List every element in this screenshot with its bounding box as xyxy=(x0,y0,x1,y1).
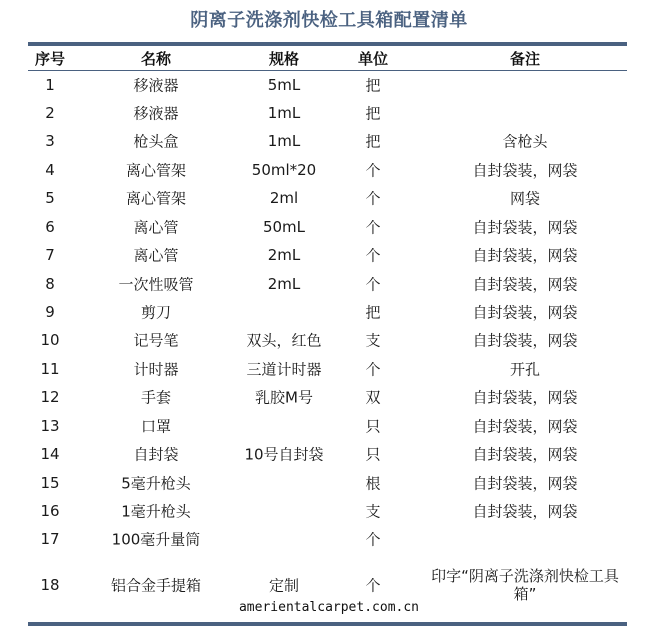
cell-unit: 个 xyxy=(365,218,381,237)
cell-no: 5 xyxy=(45,189,55,207)
table-bottom-border xyxy=(28,622,627,626)
column-header-spec: 规格 xyxy=(268,50,300,68)
cell-name: 手套 xyxy=(140,388,172,407)
table-row xyxy=(0,270,658,298)
table-row xyxy=(0,156,658,184)
cell-spec: 2mL xyxy=(267,275,301,293)
cell-name: 一次性吸管 xyxy=(118,275,194,294)
cell-no: 10 xyxy=(40,331,60,349)
cell-note: 自封袋装，网袋 xyxy=(472,388,578,407)
cell-name: 离心管 xyxy=(133,246,179,265)
cell-no: 12 xyxy=(40,388,60,406)
cell-unit: 把 xyxy=(365,76,381,95)
page-title: 阴离子洗涤剂快检工具箱配置清单 xyxy=(190,10,468,31)
cell-name: 离心管 xyxy=(133,218,179,237)
cell-note: 自封袋装，网袋 xyxy=(472,303,578,322)
cell-spec: 1mL xyxy=(267,104,301,122)
cell-spec: 50ml*20 xyxy=(251,161,317,179)
cell-no: 18 xyxy=(40,576,60,594)
cell-note: 开孔 xyxy=(509,360,541,379)
table-row xyxy=(0,213,658,241)
cell-no: 7 xyxy=(45,246,55,264)
cell-unit: 双 xyxy=(365,388,381,407)
cell-note: 自封袋装，网袋 xyxy=(472,331,578,350)
cell-note: 自封袋装，网袋 xyxy=(472,474,578,493)
cell-no: 6 xyxy=(45,218,55,236)
column-header-unit: 单位 xyxy=(357,50,389,68)
cell-spec: 2ml xyxy=(269,189,299,207)
cell-name: 移液器 xyxy=(133,104,179,123)
table-row xyxy=(0,355,658,383)
cell-name: 计时器 xyxy=(133,360,179,379)
cell-no: 4 xyxy=(45,161,55,179)
cell-spec: 定制 xyxy=(268,576,300,595)
cell-note: 自封袋装，网袋 xyxy=(472,445,578,464)
cell-unit: 把 xyxy=(365,132,381,151)
cell-no: 13 xyxy=(40,417,60,435)
table-row xyxy=(0,71,658,99)
cell-name: 记号笔 xyxy=(133,331,179,350)
cell-spec: 5mL xyxy=(267,76,301,94)
cell-unit: 个 xyxy=(365,360,381,379)
cell-no: 9 xyxy=(45,303,55,321)
cell-name: 铝合金手提箱 xyxy=(110,576,202,595)
cell-unit: 个 xyxy=(365,275,381,294)
cell-unit: 个 xyxy=(365,246,381,265)
cell-name: 自封袋 xyxy=(133,445,179,464)
cell-spec: 1mL xyxy=(267,132,301,150)
table-header xyxy=(28,46,627,70)
cell-unit: 个 xyxy=(365,576,381,595)
cell-note: 自封袋装，网袋 xyxy=(472,275,578,294)
table-row xyxy=(0,383,658,411)
cell-name: 口罩 xyxy=(140,417,172,436)
table-row xyxy=(0,127,658,155)
table-row xyxy=(0,497,658,525)
cell-note: 自封袋装，网袋 xyxy=(472,161,578,180)
cell-spec: 双头，红色 xyxy=(246,331,322,350)
cell-no: 15 xyxy=(40,474,60,492)
cell-note: 自封袋装，网袋 xyxy=(472,502,578,521)
column-header-note: 备注 xyxy=(509,50,541,68)
cell-no: 8 xyxy=(45,275,55,293)
cell-no: 1 xyxy=(45,76,55,94)
column-header-name: 名称 xyxy=(140,50,172,68)
cell-unit: 个 xyxy=(365,189,381,208)
watermark: amerientalcarpet.com.cn xyxy=(238,600,419,615)
table-row xyxy=(0,184,658,212)
cell-note: 含枪头 xyxy=(502,132,548,151)
cell-unit: 支 xyxy=(365,331,381,350)
cell-name: 5毫升枪头 xyxy=(121,474,191,493)
cell-spec: 10号自封袋 xyxy=(244,445,324,464)
cell-no: 3 xyxy=(45,132,55,150)
table-row xyxy=(0,440,658,468)
cell-name: 离心管架 xyxy=(125,189,187,208)
cell-no: 2 xyxy=(45,104,55,122)
cell-spec: 2mL xyxy=(267,246,301,264)
cell-note: 网袋 xyxy=(509,189,541,208)
cell-name: 移液器 xyxy=(133,76,179,95)
cell-no: 17 xyxy=(40,530,60,548)
cell-note: 自封袋装，网袋 xyxy=(472,218,578,237)
cell-unit: 只 xyxy=(365,445,381,464)
cell-name: 剪刀 xyxy=(140,303,172,322)
cell-name: 1毫升枪头 xyxy=(121,502,191,521)
table-row xyxy=(0,298,658,326)
table-row xyxy=(0,412,658,440)
cell-unit: 只 xyxy=(365,417,381,436)
cell-unit: 把 xyxy=(365,303,381,322)
table-row xyxy=(0,99,658,127)
cell-unit: 个 xyxy=(365,530,381,549)
cell-name: 枪头盒 xyxy=(133,132,179,151)
cell-name: 100毫升量筒 xyxy=(111,530,201,549)
cell-no: 14 xyxy=(40,445,60,463)
table-row xyxy=(0,326,658,354)
column-header-no: 序号 xyxy=(34,50,66,68)
table-row xyxy=(0,525,658,553)
cell-unit: 个 xyxy=(365,161,381,180)
cell-no: 16 xyxy=(40,502,60,520)
table-row xyxy=(0,241,658,269)
cell-spec: 乳胶M号 xyxy=(255,388,313,407)
cell-no: 11 xyxy=(40,360,60,378)
cell-note: 印字“阴离子洗涤剂快检工具箱” xyxy=(431,567,619,603)
cell-unit: 支 xyxy=(365,502,381,521)
cell-spec: 三道计时器 xyxy=(246,360,322,379)
cell-note: 自封袋装，网袋 xyxy=(472,417,578,436)
cell-name: 离心管架 xyxy=(125,161,187,180)
cell-unit: 根 xyxy=(365,474,381,493)
cell-note: 自封袋装，网袋 xyxy=(472,246,578,265)
cell-unit: 把 xyxy=(365,104,381,123)
cell-spec: 50mL xyxy=(262,218,306,236)
table-row xyxy=(0,469,658,497)
